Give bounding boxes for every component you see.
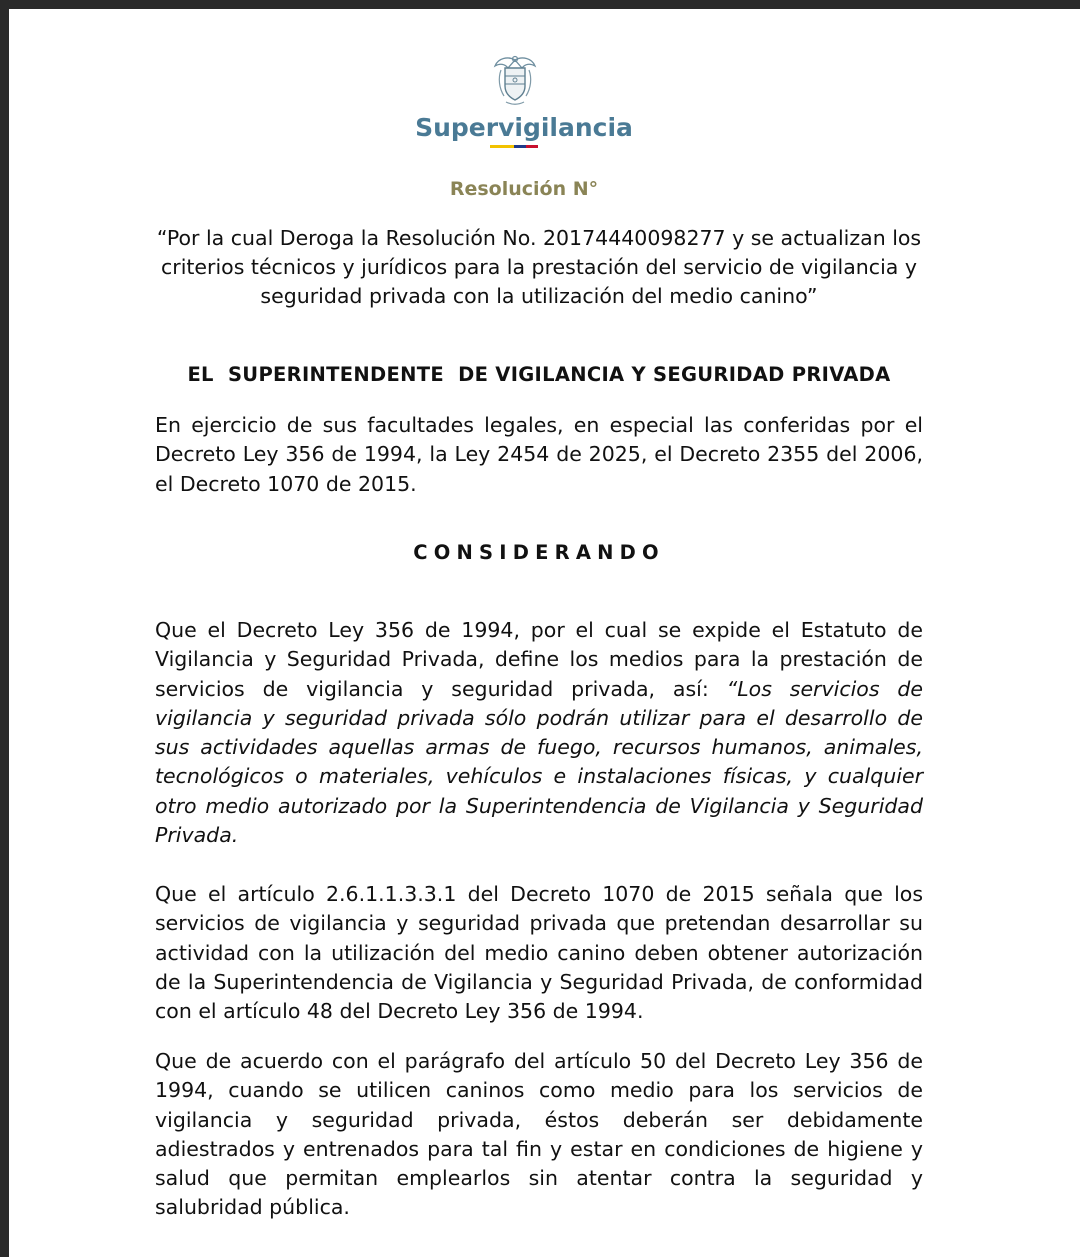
considerando-paragraph-3: Que de acuerdo con el parágrafo del artículo 50 del Decreto Ley 356 de 1994, cuando se utilicen caninos como medio para los servicios de vigilancia y seguridad privada, éstos deberán ser debidamente adiestrados y entrenados para tal fin y estar en condiciones de higiene y salud que permitan emplearlos sin atentar contra la seguridad y salubridad pública. [155,1049,923,1220]
paragraph-intro: Que el Decreto Ley 356 de 1994, por el cual se expide el Estatuto de Vigilancia y Seguridad Privada, define los medios para la prestación de servicios de vigilancia y seguridad privada, así: [155,618,923,701]
document-page [9,9,1080,1257]
brand-name: Supervigilancia [415,113,633,142]
resolution-number-label: Resolución N° [449,178,599,200]
quoted-decree-text: “Los servicios de vigilancia y seguridad privada sólo podrán utilizar para el desarrollo de sus actividades aquellas armas de fuego, recursos humanos, animales, tecnológicos o materiales, vehículos e instalaciones físicas, y cualquier otro medio autorizado por la Superintendencia de Vigilancia y Seguridad Privada. [155,676,923,848]
authority-heading: EL SUPERINTENDENTE DE VIGILANCIA Y SEGURIDAD PRIVADA [187,363,891,386]
considerando-heading: CONSIDERANDO [413,541,665,564]
resolution-title: “Por la cual Deroga la Resolución No. 20174440098277 y se actualizan los criterios técnicos y jurídicos para la prestación del servicio de vigilancia y seguridad privada con la utilización del medio canino” [156,226,922,308]
colombia-flag-stripe [490,145,538,148]
preamble-paragraph: En ejercicio de sus facultades legales, en especial las conferidas por el Decreto Ley 356 de 1994, la Ley 2454 de 2025, el Decreto 2355 del 2006, el Decreto 1070 de 2015. [155,413,923,496]
coat-of-arms-icon [492,54,538,106]
considerando-paragraph-2: Que el artículo 2.6.1.1.3.3.1 del Decreto 1070 de 2015 señala que los servicios de vigilancia y seguridad privada que pretendan desarrollar su actividad con la utilización del medio canino deben obtener autorización de la Superintendencia de Vigilancia y Seguridad Privada, de conformidad con el artículo 48 del Decreto Ley 356 de 1994. [155,882,923,1024]
considerando-paragraph-1 [155,616,923,850]
